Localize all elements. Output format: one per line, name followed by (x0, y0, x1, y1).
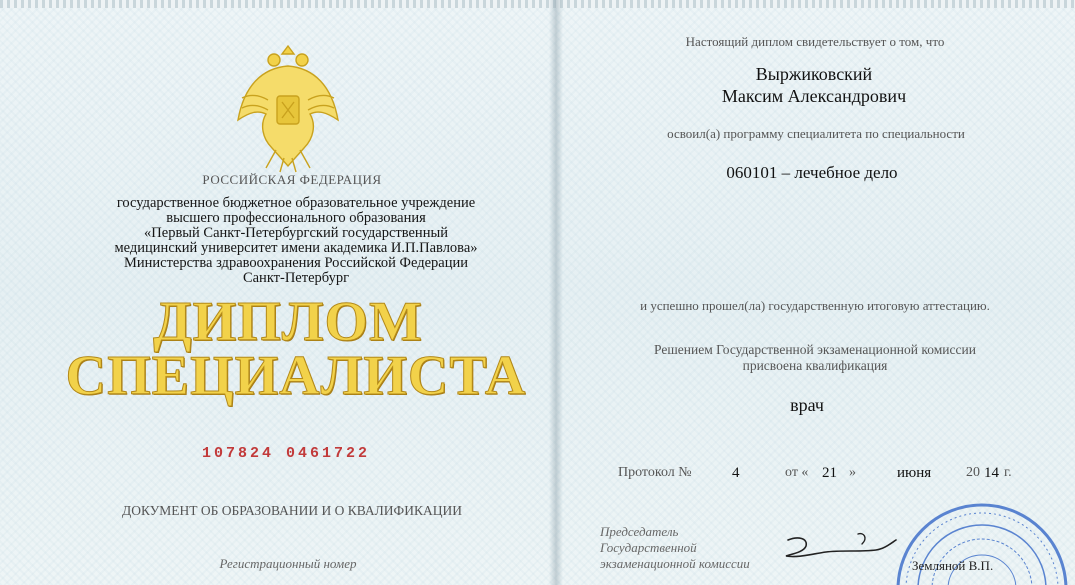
diploma-title-line-1: ДИПЛОМ (153, 291, 423, 353)
attestation-text: и успешно прошел(ла) государственную итоговую аттестацию. (640, 298, 990, 313)
qualification-value: врач (790, 395, 824, 415)
decorative-top-border (0, 0, 1075, 8)
year-prefix: 20 (966, 465, 980, 480)
graduate-given-names: Максим Александрович (721, 86, 907, 106)
date-from-label: от « (785, 465, 809, 480)
chairman-label-line-3: экзаменационной комиссии (600, 556, 750, 571)
spine-fold (549, 0, 563, 585)
protocol-month: июня (897, 465, 932, 481)
diploma-title-line-2: СПЕЦИАЛИСТА (65, 345, 527, 407)
graduate-surname: Выржиковский (755, 64, 873, 84)
protocol-label: Протокол № (618, 465, 692, 480)
serial-number: 107824 0461722 (201, 445, 371, 462)
institution-city: Санкт-Петербург (242, 270, 350, 286)
chairman-label-line-1: Председатель (600, 524, 679, 539)
commission-decision-line-2: присвоена квалификация (742, 358, 888, 373)
date-close-quote: » (849, 465, 856, 480)
institution-line-3: «Первый Санкт-Петербургский государственный (144, 225, 448, 241)
chairman-name: Земляной В.П. (912, 558, 994, 573)
year-abbr: г. (1004, 465, 1012, 480)
double-headed-eagle-emblem-icon (232, 38, 344, 176)
chairman-signature-icon (770, 528, 910, 568)
country-label: РОССИЙСКАЯ ФЕДЕРАЦИЯ (202, 172, 382, 187)
certifies-text: Настоящий диплом свидетельствует о том, что (685, 34, 945, 49)
protocol-number: 4 (732, 465, 740, 481)
chairman-label-line-2: Государственной (600, 540, 697, 555)
protocol-day: 21 (822, 465, 837, 481)
institution-line-2: высшего профессионального образования (166, 210, 426, 226)
specialty-value: 060101 – лечебное дело (726, 163, 898, 182)
program-text: освоил(а) программу специалитета по специальности (667, 126, 965, 141)
institution-line-5: Министерства здравоохранения Российской Федерации (123, 255, 469, 271)
commission-decision-line-1: Решением Государственной экзаменационной комиссии (654, 342, 976, 357)
document-type-label: ДОКУМЕНТ ОБ ОБРАЗОВАНИИ И О КВАЛИФИКАЦИИ (122, 503, 462, 518)
registration-number-label: Регистрационный номер (219, 556, 357, 571)
institution-line-4: медицинский университет имени академика И.П.Павлова» (114, 240, 478, 256)
institution-line-1: государственное бюджетное образовательное учреждение (116, 195, 476, 211)
year-suffix: 14 (984, 465, 999, 481)
